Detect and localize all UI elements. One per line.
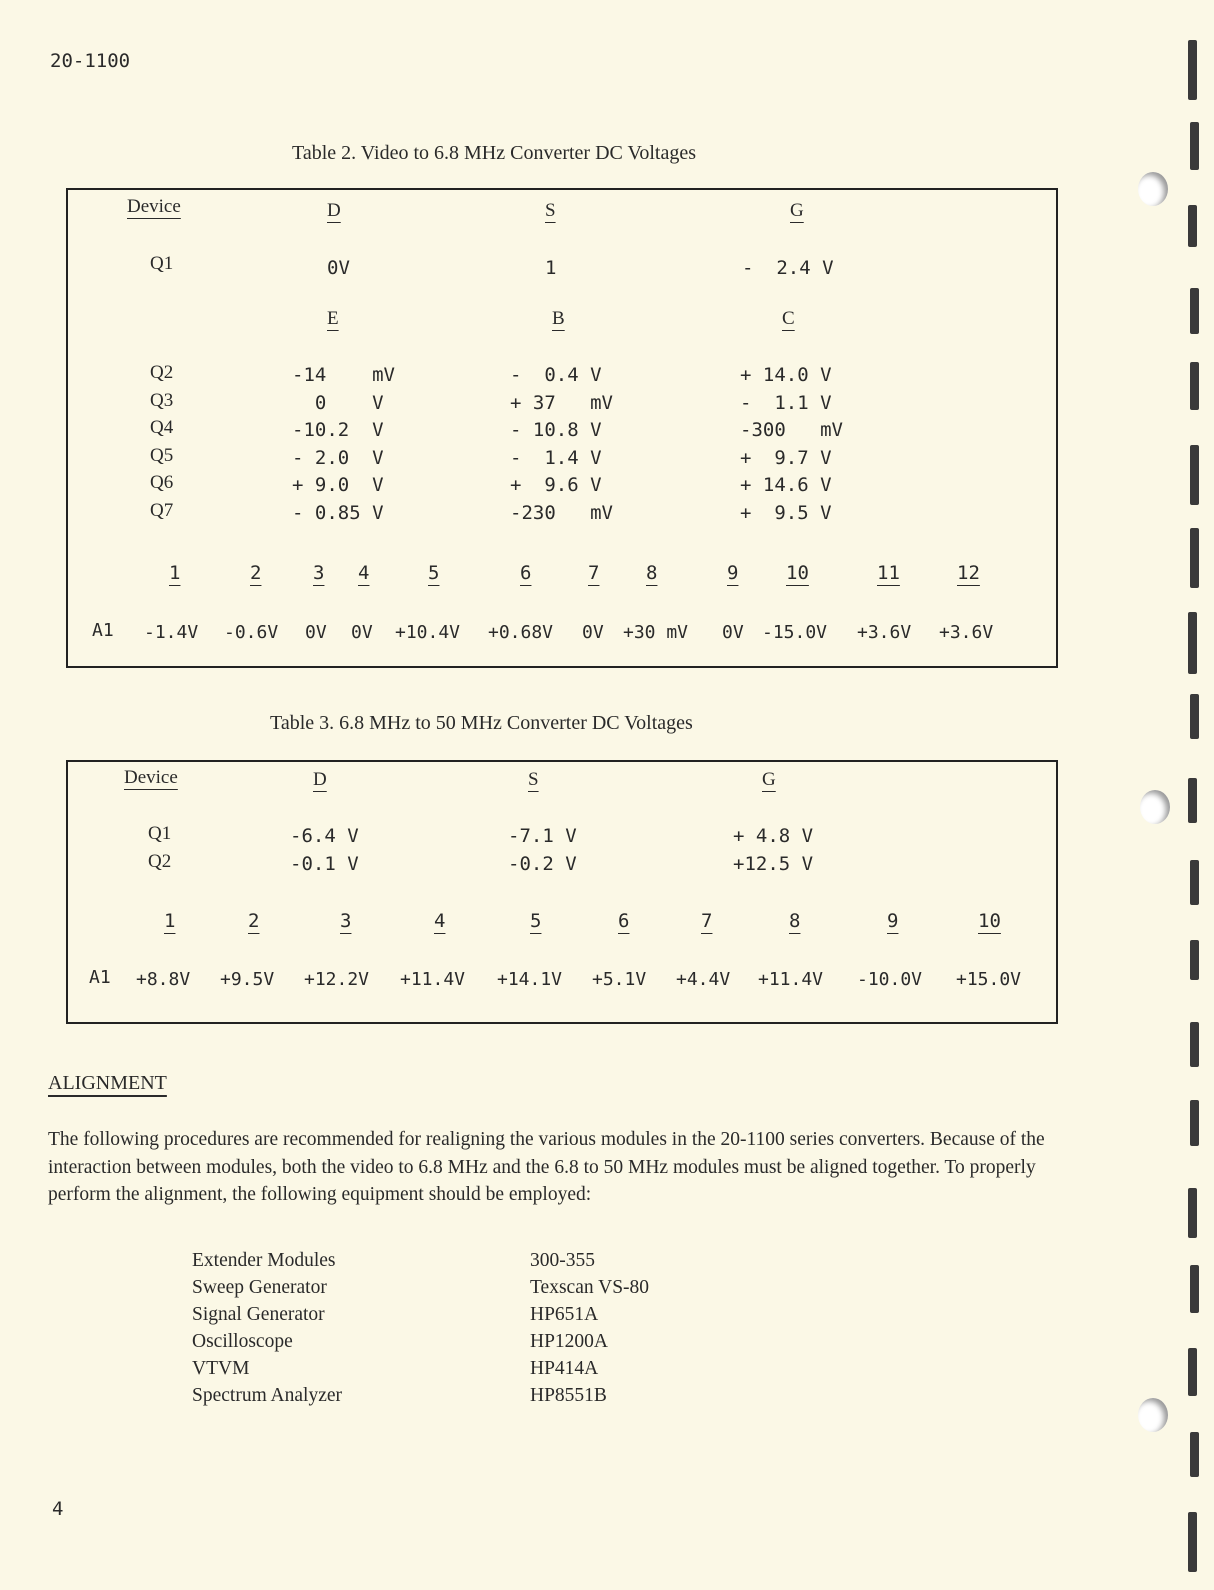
table2-pin-8: 8 <box>646 562 658 584</box>
table3-pin-4: 4 <box>434 910 446 932</box>
table2-q3-c: - 1.1 V <box>740 392 832 414</box>
table2-q6-c: + 14.6 V <box>740 474 832 496</box>
table2-q1-d: 0V <box>327 257 350 279</box>
equipment-name: Sweep Generator <box>192 1277 327 1298</box>
table3-a1-pin-6: +5.1V <box>592 969 647 990</box>
table2-q4-b: - 10.8 V <box>510 419 602 441</box>
table3-pin-9: 9 <box>887 910 899 932</box>
table3-pin-5: 5 <box>530 910 542 932</box>
table3-a1-pin-3: +12.2V <box>304 969 370 990</box>
table2-q5-device: Q5 <box>150 445 174 466</box>
table2-a1-pin-3: 0V <box>305 622 327 643</box>
table2-pin-12: 12 <box>957 562 980 584</box>
table2-a1-pin-7: 0V <box>582 622 604 643</box>
table3-a1-pin-7: +4.4V <box>676 969 731 990</box>
table2-pin-3: 3 <box>313 562 325 584</box>
table2-a1-pin-8: +30 mV <box>623 622 689 643</box>
table2-q1-g: - 2.4 V <box>742 257 834 279</box>
table3-q1-d: -6.4 V <box>290 825 359 847</box>
table3-pin-8: 8 <box>789 910 801 932</box>
table2-q1-s: 1 <box>545 257 557 279</box>
table2-q6-device: Q6 <box>150 472 174 493</box>
table2-header-g: G <box>790 200 804 221</box>
table2-pin-2: 2 <box>250 562 262 584</box>
table2-a1-pin-11: +3.6V <box>857 622 912 643</box>
table2-q7-b: -230 mV <box>510 502 613 524</box>
table3-a1-pin-4: +11.4V <box>400 969 466 990</box>
alignment-paragraph: The following procedures are recommended for realigning the various modules in the 20-1100 series converters. Because of the interaction between modules, both the video to 6.8 MHz and the 6.8 to 50 MHz modules must be aligned together. To properly perform the alignment, the following equipment should be employed: <box>48 1129 1045 1205</box>
table2-device-header: Device <box>127 196 181 217</box>
table2-q7-device: Q7 <box>150 500 174 521</box>
table2-q3-b: + 37 mV <box>510 392 613 414</box>
table3-a1-pin-10: +15.0V <box>956 969 1022 990</box>
table2-header-b: B <box>552 308 565 329</box>
table2-pin-5: 5 <box>428 562 440 584</box>
table2-q2-device: Q2 <box>150 362 174 383</box>
equipment-model: HP414A <box>530 1358 599 1379</box>
table2-pin-10: 10 <box>786 562 809 584</box>
equipment-name: Oscilloscope <box>192 1331 293 1352</box>
table2-a1-pin-12: +3.6V <box>939 622 994 643</box>
equipment-name: VTVM <box>192 1358 250 1379</box>
table2-pin-9: 9 <box>727 562 739 584</box>
table2-q7-c: + 9.5 V <box>740 502 832 524</box>
table2-a1-pin-1: -1.4V <box>144 622 199 643</box>
equipment-model: HP1200A <box>530 1331 609 1352</box>
table2-q3-device: Q3 <box>150 390 174 411</box>
table2-header-e: E <box>327 308 339 329</box>
table3-a1-label: A1 <box>89 967 111 988</box>
table3-q2-s: -0.2 V <box>508 853 577 875</box>
table3-q2-device: Q2 <box>148 851 172 872</box>
table2-a1-pin-4: 0V <box>351 622 373 643</box>
table3-a1-pin-1: +8.8V <box>136 969 191 990</box>
table3-pin-3: 3 <box>340 910 352 932</box>
table2-pin-1: 1 <box>169 562 181 584</box>
table2-a1-label: A1 <box>92 620 114 641</box>
table2-pin-7: 7 <box>588 562 600 584</box>
table3-pin-10: 10 <box>978 910 1001 932</box>
table2-q6-b: + 9.6 V <box>510 474 602 496</box>
table2-q5-e: - 2.0 V <box>292 447 384 469</box>
equipment-model: HP651A <box>530 1304 599 1325</box>
table2-q6-e: + 9.0 V <box>292 474 384 496</box>
table2-q5-b: - 1.4 V <box>510 447 602 469</box>
table3-q1-device: Q1 <box>148 823 172 844</box>
table3-a1-pin-9: -10.0V <box>857 969 923 990</box>
equipment-name: Signal Generator <box>192 1304 325 1325</box>
table3-pin-7: 7 <box>701 910 713 932</box>
table2-pin-6: 6 <box>520 562 532 584</box>
equipment-name: Spectrum Analyzer <box>192 1385 342 1406</box>
table2-pin-4: 4 <box>358 562 370 584</box>
table2-q7-e: - 0.85 V <box>292 502 384 524</box>
table3-q2-d: -0.1 V <box>290 853 359 875</box>
table3-header-g: G <box>762 769 776 790</box>
table3-caption: Table 3. 6.8 MHz to 50 MHz Converter DC Voltages <box>270 712 693 734</box>
table3-q1-s: -7.1 V <box>508 825 577 847</box>
equipment-model: HP8551B <box>530 1385 607 1406</box>
table2-header-s: S <box>545 200 556 221</box>
page-number: 4 <box>52 1498 64 1520</box>
table3-a1-pin-2: +9.5V <box>220 969 275 990</box>
table2-a1-pin-10: -15.0V <box>762 622 828 643</box>
table3-q2-g: +12.5 V <box>733 853 814 875</box>
alignment-heading: ALIGNMENT <box>48 1072 167 1094</box>
table2-header-c: C <box>782 308 795 329</box>
table2-q3-e: 0 V <box>292 392 384 414</box>
table3-header-d: D <box>313 769 327 790</box>
table2-q2-c: + 14.0 V <box>740 364 832 386</box>
table3-a1-pin-5: +14.1V <box>497 969 563 990</box>
table2-a1-pin-2: -0.6V <box>224 622 279 643</box>
table2-q4-device: Q4 <box>150 417 174 438</box>
table2-header-d: D <box>327 200 341 221</box>
equipment-name: Extender Modules <box>192 1250 336 1271</box>
table2-q1-device: Q1 <box>150 253 174 274</box>
table2-q5-c: + 9.7 V <box>740 447 832 469</box>
table2-a1-pin-5: +10.4V <box>395 622 461 643</box>
table2-q4-c: -300 mV <box>740 419 843 441</box>
table3-pin-1: 1 <box>164 910 176 932</box>
table3-pin-6: 6 <box>618 910 630 932</box>
table3-a1-pin-8: +11.4V <box>758 969 824 990</box>
table3-pin-2: 2 <box>248 910 260 932</box>
table2-a1-pin-6: +0.68V <box>488 622 554 643</box>
equipment-model: Texscan VS-80 <box>530 1277 650 1298</box>
table2-caption: Table 2. Video to 6.8 MHz Converter DC Voltages <box>292 142 697 164</box>
table2-a1-pin-9: 0V <box>722 622 744 643</box>
table2-q2-e: -14 mV <box>292 364 395 386</box>
table3-device-header: Device <box>124 767 178 788</box>
table2-q4-e: -10.2 V <box>292 419 384 441</box>
table3-q1-g: + 4.8 V <box>733 825 814 847</box>
table2-pin-11: 11 <box>877 562 900 584</box>
document-number: 20-1100 <box>50 50 131 72</box>
table3-header-s: S <box>528 769 539 790</box>
equipment-model: 300-355 <box>530 1250 595 1271</box>
table2-q2-b: - 0.4 V <box>510 364 602 386</box>
